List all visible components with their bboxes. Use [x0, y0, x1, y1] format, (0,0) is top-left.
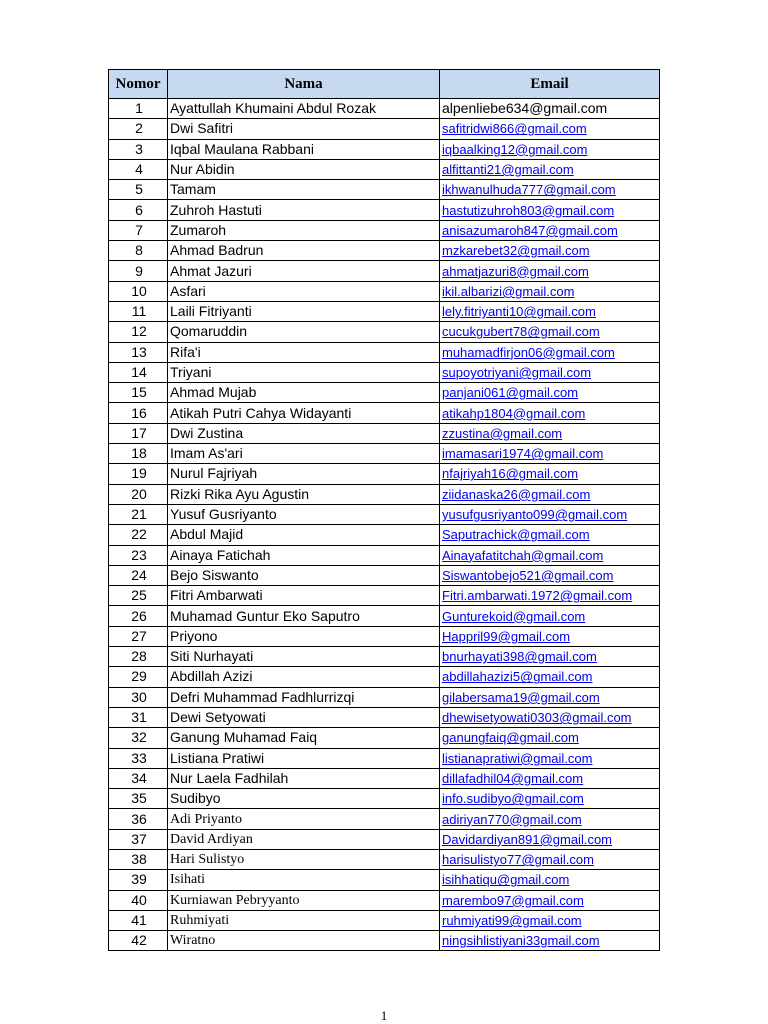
email-link[interactable]: Saputrachick@gmail.com: [442, 527, 590, 543]
row-number: 38: [109, 849, 168, 869]
row-number: 3: [109, 139, 168, 159]
table-row: [109, 504, 660, 524]
member-name: Ayattullah Khumaini Abdul Rozak: [168, 99, 440, 119]
table-row: [109, 728, 660, 748]
table-row: [109, 403, 660, 423]
member-email-cell: [440, 301, 660, 321]
table-header: [109, 70, 660, 99]
email-link[interactable]: nfajriyah16@gmail.com: [442, 466, 579, 482]
row-number: 32: [109, 728, 168, 748]
row-number: 27: [109, 626, 168, 646]
member-name: Nur Laela Fadhilah: [168, 768, 440, 788]
member-email-cell: [440, 99, 660, 119]
email-link[interactable]: Siswantobejo521@gmail.com: [442, 567, 614, 583]
header-row: [109, 70, 660, 99]
member-name: Abdillah Azizi: [168, 667, 440, 687]
email-link[interactable]: muhamadfirjon06@gmail.com: [442, 344, 615, 360]
member-name: Ahmad Mujab: [168, 383, 440, 403]
member-name: Defri Muhammad Fadhlurrizqi: [168, 687, 440, 707]
member-name: Kurniawan Pebryyanto: [168, 890, 440, 910]
email-link[interactable]: bnurhayati398@gmail.com: [442, 649, 597, 665]
email-link[interactable]: lely.fitriyanti10@gmail.com: [442, 304, 596, 320]
member-email-cell: [440, 444, 660, 464]
member-email-cell: [440, 707, 660, 727]
header-nomor: Nomor: [109, 70, 168, 99]
table-row: [109, 159, 660, 179]
member-email-cell: [440, 484, 660, 504]
table-row: [109, 687, 660, 707]
row-number: 7: [109, 220, 168, 240]
row-number: 6: [109, 200, 168, 220]
row-number: 10: [109, 281, 168, 301]
member-name: Asfari: [168, 281, 440, 301]
member-name: Ganung Muhamad Faiq: [168, 728, 440, 748]
member-name: Wiratno: [168, 931, 440, 951]
member-email-cell: [440, 504, 660, 524]
member-email-cell: [440, 119, 660, 139]
table-row: [109, 464, 660, 484]
member-name: Tamam: [168, 180, 440, 200]
row-number: 23: [109, 545, 168, 565]
member-email-cell: [440, 139, 660, 159]
row-number: 20: [109, 484, 168, 504]
email-link[interactable]: panjani061@gmail.com: [442, 385, 579, 401]
member-email-cell: [440, 200, 660, 220]
table-row: [109, 99, 660, 119]
row-number: 18: [109, 444, 168, 464]
member-name: Laili Fitriyanti: [168, 301, 440, 321]
member-name: Rizki Rika Ayu Agustin: [168, 484, 440, 504]
row-number: 29: [109, 667, 168, 687]
table-row: [109, 829, 660, 849]
member-email-cell: [440, 383, 660, 403]
table-row: [109, 849, 660, 869]
row-number: 26: [109, 606, 168, 626]
member-name: Bejo Siswanto: [168, 565, 440, 585]
row-number: 21: [109, 504, 168, 524]
email-link[interactable]: isihhatiqu@gmail.com: [442, 872, 570, 888]
email-link[interactable]: gilabersama19@gmail.com: [442, 689, 600, 705]
table-row: [109, 180, 660, 200]
email-link[interactable]: cucukgubert78@gmail.com: [442, 324, 600, 340]
row-number: 39: [109, 870, 168, 890]
row-number: 40: [109, 890, 168, 910]
member-name: Listiana Pratiwi: [168, 748, 440, 768]
table-row: [109, 565, 660, 585]
table-row: [109, 789, 660, 809]
member-email-cell: [440, 525, 660, 545]
email-link[interactable]: ahmatjazuri8@gmail.com: [442, 263, 589, 279]
member-name: Iqbal Maulana Rabbani: [168, 139, 440, 159]
email-link[interactable]: yusufgusriyanto099@gmail.com: [442, 507, 628, 523]
table-row: [109, 707, 660, 727]
row-number: 33: [109, 748, 168, 768]
row-number: 30: [109, 687, 168, 707]
table-row: [109, 423, 660, 443]
header-email: Email: [440, 70, 660, 99]
row-number: 31: [109, 707, 168, 727]
member-email-cell: [440, 159, 660, 179]
email-link[interactable]: imamasari1974@gmail.com: [442, 446, 604, 462]
member-name: Qomaruddin: [168, 322, 440, 342]
email-link[interactable]: ningsihlistiyani33gmail.com: [442, 933, 600, 949]
row-number: 17: [109, 423, 168, 443]
member-email-cell: [440, 768, 660, 788]
member-email-cell: [440, 464, 660, 484]
table-row: [109, 748, 660, 768]
row-number: 41: [109, 910, 168, 930]
member-email-cell: [440, 322, 660, 342]
member-name: Atikah Putri Cahya Widayanti: [168, 403, 440, 423]
member-email-cell: [440, 342, 660, 362]
email-link[interactable]: atikahp1804@gmail.com: [442, 405, 586, 421]
row-number: 1: [109, 99, 168, 119]
email-link[interactable]: alfittanti21@gmail.com: [442, 162, 574, 178]
email-link[interactable]: listianapratiwi@gmail.com: [442, 750, 593, 766]
row-number: 37: [109, 829, 168, 849]
member-name: Adi Priyanto: [168, 809, 440, 829]
member-name: Dewi Setyowati: [168, 707, 440, 727]
table-row: [109, 362, 660, 382]
member-email-cell: [440, 789, 660, 809]
member-email-cell: [440, 241, 660, 261]
email-link[interactable]: dhewisetyowati0303@gmail.com: [442, 710, 632, 726]
email-link[interactable]: Happril99@gmail.com: [442, 628, 571, 644]
member-email-cell: [440, 423, 660, 443]
email-link[interactable]: supoyotriyani@gmail.com: [442, 365, 592, 380]
member-name: David Ardiyan: [168, 829, 440, 849]
row-number: 14: [109, 362, 168, 382]
email-link[interactable]: hastutizuhroh803@gmail.com: [442, 202, 615, 218]
row-number: 24: [109, 565, 168, 585]
email-link[interactable]: abdillahazizi5@gmail.com: [442, 669, 593, 685]
email-link[interactable]: ikil.albarizi@gmail.com: [442, 283, 575, 299]
table-row: [109, 890, 660, 910]
member-name: Siti Nurhayati: [168, 647, 440, 667]
email-link[interactable]: ruhmiyati99@gmail.com: [442, 913, 582, 929]
email-link[interactable]: info.sudibyo@gmail.com: [442, 791, 584, 807]
member-email-cell: [440, 362, 660, 382]
row-number: 12: [109, 322, 168, 342]
member-email-cell: [440, 281, 660, 301]
member-name: Fitri Ambarwati: [168, 586, 440, 606]
table-row: [109, 281, 660, 301]
member-email-cell: [440, 687, 660, 707]
member-email-cell: [440, 606, 660, 626]
member-email-cell: [440, 180, 660, 200]
table-row: [109, 322, 660, 342]
row-number: 8: [109, 241, 168, 261]
row-number: 22: [109, 525, 168, 545]
row-number: 19: [109, 464, 168, 484]
member-name: Dwi Zustina: [168, 423, 440, 443]
table-row: [109, 139, 660, 159]
row-number: 42: [109, 931, 168, 951]
email-link[interactable]: alpenliebe634@gmail.com: [442, 100, 608, 117]
member-name: Ainaya Fatichah: [168, 545, 440, 565]
table-row: [109, 626, 660, 646]
row-number: 36: [109, 809, 168, 829]
member-name: Rifa'i: [168, 342, 440, 362]
member-email-cell: [440, 220, 660, 240]
row-number: 16: [109, 403, 168, 423]
table-row: [109, 444, 660, 464]
table-row: [109, 525, 660, 545]
member-name: Zumaroh: [168, 220, 440, 240]
member-name: Hari Sulistyo: [168, 849, 440, 869]
table-row: [109, 910, 660, 930]
table-row: [109, 301, 660, 321]
row-number: 28: [109, 647, 168, 667]
table-row: [109, 383, 660, 403]
table-row: [109, 586, 660, 606]
member-email-cell: [440, 849, 660, 869]
table-row: [109, 200, 660, 220]
member-name: Nurul Fajriyah: [168, 464, 440, 484]
table-row: [109, 241, 660, 261]
email-link[interactable]: ziidanaska26@gmail.com: [442, 486, 591, 502]
row-number: 9: [109, 261, 168, 281]
member-name: Nur Abidin: [168, 159, 440, 179]
row-number: 4: [109, 159, 168, 179]
table-row: [109, 606, 660, 626]
member-email-cell: [440, 667, 660, 687]
member-email-cell: [440, 565, 660, 585]
table-row: [109, 768, 660, 788]
email-link[interactable]: Fitri.ambarwati.1972@gmail.com: [442, 588, 633, 604]
member-email-cell: [440, 586, 660, 606]
row-number: 5: [109, 180, 168, 200]
email-link[interactable]: Ainayafatitchah@gmail.com: [442, 547, 604, 563]
email-link[interactable]: Gunturekoid@gmail.com: [442, 608, 586, 624]
table-row: [109, 220, 660, 240]
email-link[interactable]: harisulistyo77@gmail.com: [442, 852, 594, 868]
table-row: [109, 870, 660, 890]
row-number: 2: [109, 119, 168, 139]
member-name: Triyani: [168, 362, 440, 382]
member-name: Imam As'ari: [168, 444, 440, 464]
member-name: Ahmad Badrun: [168, 241, 440, 261]
member-email-cell: [440, 626, 660, 646]
member-email-cell: [440, 403, 660, 423]
member-name: Abdul Majid: [168, 525, 440, 545]
member-name: Sudibyo: [168, 789, 440, 809]
email-link[interactable]: mzkarebet32@gmail.com: [442, 243, 590, 259]
row-number: 11: [109, 301, 168, 321]
member-email-cell: [440, 870, 660, 890]
email-link[interactable]: marembo97@gmail.com: [442, 892, 584, 908]
member-name: Yusuf Gusriyanto: [168, 504, 440, 524]
row-number: 34: [109, 768, 168, 788]
page-number: 1: [380, 1008, 388, 1023]
row-number: 35: [109, 789, 168, 809]
email-link[interactable]: adiriyan770@gmail.com: [442, 811, 582, 827]
member-email-cell: [440, 809, 660, 829]
member-name: Dwi Safitri: [168, 119, 440, 139]
table-row: [109, 342, 660, 362]
email-link[interactable]: Davidardiyan891@gmail.com: [442, 831, 612, 847]
member-name: Isihati: [168, 870, 440, 890]
email-link[interactable]: anisazumaroh847@gmail.com: [442, 222, 618, 238]
email-link[interactable]: ganungfaiq@gmail.com: [442, 730, 579, 746]
email-link[interactable]: dillafadhil04@gmail.com: [442, 770, 584, 786]
table-row: [109, 647, 660, 667]
member-email-cell: [440, 931, 660, 951]
table-row: [109, 931, 660, 951]
email-link[interactable]: ikhwanulhuda777@gmail.com: [442, 182, 616, 198]
email-link[interactable]: iqbaalking12@gmail.com: [442, 141, 588, 157]
member-email-cell: [440, 647, 660, 667]
row-number: 15: [109, 383, 168, 403]
table-row: [109, 261, 660, 281]
member-name: Ruhmiyati: [168, 910, 440, 930]
row-number: 13: [109, 342, 168, 362]
member-email-cell: [440, 829, 660, 849]
member-name: Priyono: [168, 626, 440, 646]
table-row: [109, 667, 660, 687]
email-link[interactable]: safitridwi866@gmail.com: [442, 121, 587, 137]
table-row: [109, 545, 660, 565]
member-email-cell: [440, 910, 660, 930]
member-email-cell: [440, 890, 660, 910]
email-link[interactable]: zzustina@gmail.com: [442, 425, 563, 441]
member-email-cell: [440, 728, 660, 748]
row-number: 25: [109, 586, 168, 606]
table-row: [109, 119, 660, 139]
member-name: Zuhroh Hastuti: [168, 200, 440, 220]
header-nama: Nama: [168, 70, 440, 99]
table-row: [109, 809, 660, 829]
member-email-cell: [440, 545, 660, 565]
member-email-table: [108, 69, 660, 951]
table-row: [109, 484, 660, 504]
member-name: Ahmat Jazuri: [168, 261, 440, 281]
table-body: [109, 99, 660, 951]
member-email-cell: [440, 748, 660, 768]
member-email-cell: [440, 261, 660, 281]
member-name: Muhamad Guntur Eko Saputro: [168, 606, 440, 626]
